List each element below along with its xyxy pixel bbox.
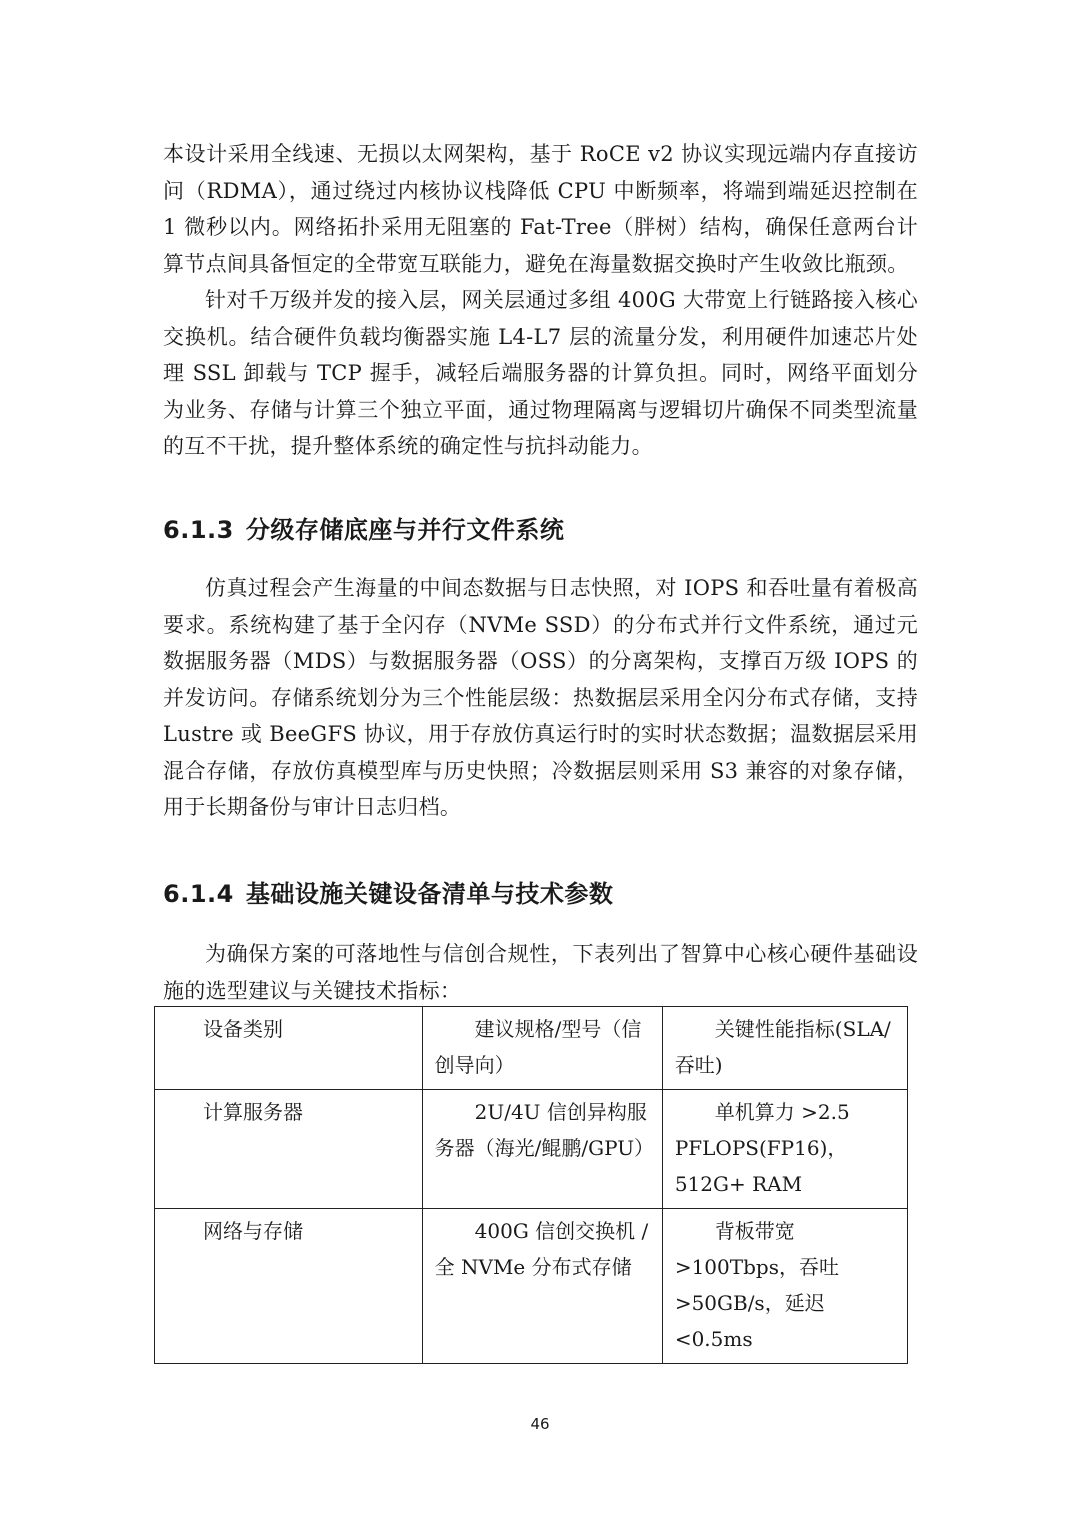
page-number: 46 — [530, 1415, 550, 1433]
table-cell: 计算服务器 — [155, 1090, 423, 1209]
table-cell: 单机算力 >2.5 PFLOPS(FP16)，512G+ RAM — [662, 1090, 907, 1209]
table-header-row — [155, 1007, 908, 1090]
table-cell: 网络与存储 — [155, 1209, 423, 1364]
paragraph-storage-system: 仿真过程会产生海量的中间态数据与日志快照，对 IOPS 和吞吐量有着极高要求。系统构建了基于全闪存（NVMe SSD）的分布式并行文件系统，通过元数据服务器（MDS）与数据服务器（OSS）的分离架构，支撑百万级 IOPS 的并发访问。存储系统划分为三个性能层级：热数据层采用全闪分布式存储，支持 Lustre 或 BeeGFS 协议，用于存放仿真运行时的实时状态数据；温数据层采用混合存储，存放仿真模型库与历史快照；冷数据层则采用 S3 兼容的对象存储，用于长期备份与审计日志归档。 — [163, 576, 918, 819]
table-cell: 2U/4U 信创异构服务器（海光/鲲鹏/GPU） — [422, 1090, 662, 1209]
equipment-spec-table — [154, 1006, 908, 1364]
table-row — [155, 1209, 908, 1364]
table-header-cell: 建议规格/型号（信创导向） — [422, 1007, 662, 1090]
section-title: 分级存储底座与并行文件系统 — [245, 516, 565, 544]
section-title: 基础设施关键设备清单与技术参数 — [245, 880, 614, 908]
section-number: 6.1.3 — [163, 516, 234, 544]
section-heading-equipment — [163, 878, 613, 910]
table-header-cell: 设备类别 — [155, 1007, 423, 1090]
section-heading-storage — [163, 514, 564, 546]
section-number: 6.1.4 — [163, 880, 234, 908]
paragraph-network-architecture: 本设计采用全线速、无损以太网架构，基于 RoCE v2 协议实现远端内存直接访问（RDMA），通过绕过内核协议栈降低 CPU 中断频率，将端到端延迟控制在 1 微秒以内。网络拓扑采用无阻塞的 Fat-Tree（胖树）结构，确保任意两台计算节点间具备恒定的全带宽互联能力，避免在海量数据交换时产生收敛比瓶颈。 — [163, 142, 918, 276]
table-cell: 背板带宽>100Tbps，吞吐 >50GB/s，延迟 <0.5ms — [662, 1209, 907, 1364]
table-row — [155, 1090, 908, 1209]
paragraph-table-intro: 为确保方案的可落地性与信创合规性，下表列出了智算中心核心硬件基础设施的选型建议与关键技术指标： — [163, 942, 918, 1003]
table-header-cell: 关键性能指标(SLA/吞吐) — [662, 1007, 907, 1090]
paragraph-access-layer: 针对千万级并发的接入层，网关层通过多组 400G 大带宽上行链路接入核心交换机。结合硬件负载均衡器实施 L4-L7 层的流量分发，利用硬件加速芯片处理 SSL 卸载与 TCP 握手，减轻后端服务器的计算负担。同时，网络平面划分为业务、存储与计算三个独立平面，通过物理隔离与逻辑切片确保不同类型流量的互不干扰，提升整体系统的确定性与抗抖动能力。 — [163, 288, 918, 458]
table-cell: 400G 信创交换机 / 全 NVMe 分布式存储 — [422, 1209, 662, 1364]
